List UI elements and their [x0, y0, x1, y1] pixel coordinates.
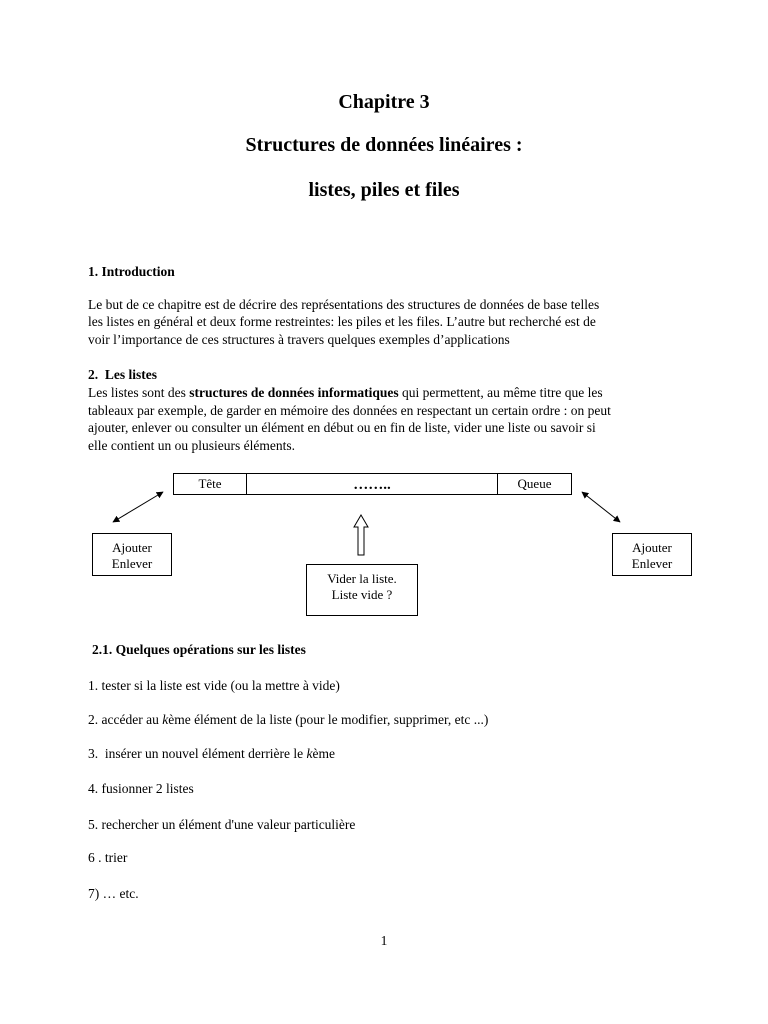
- left-box-line: Enlever: [111, 556, 153, 571]
- chapter-subtitle-2: listes, piles et files: [308, 179, 460, 201]
- operation-text: 3. insérer un nouvel élément derrière le: [88, 746, 307, 761]
- right-operation-box: [612, 533, 692, 576]
- operation-text: 4. fusionner 2 listes: [88, 781, 194, 796]
- listes-line-pre: Les listes sont des: [88, 385, 190, 400]
- operation-item: [88, 849, 127, 866]
- list-diagram-strip: [173, 473, 572, 495]
- left-operation-box: [92, 533, 172, 576]
- listes-heading: 2. Les listes: [88, 367, 157, 382]
- listes-line: elle contient un ou plusieurs éléments.: [88, 438, 295, 453]
- introduction-line: Le but de ce chapitre est de décrire des représentations des structures de données de base telles: [88, 297, 600, 312]
- operation-item: [88, 677, 340, 694]
- operation-text: ème élément de la liste (pour le modifier, supprimer, etc ...): [168, 712, 489, 727]
- operation-text: 6 . trier: [88, 850, 128, 865]
- center-box-line: Liste vide ?: [331, 587, 393, 602]
- operation-item: [88, 816, 355, 833]
- operation-italic-k: k: [306, 746, 313, 761]
- operation-text: ème: [312, 746, 336, 761]
- introduction-line: les listes en général et deux forme restreintes: les piles et les files. L’autre but recherché est de: [88, 314, 596, 329]
- operation-text: 2. accéder au: [88, 712, 163, 727]
- center-operation-box: [306, 564, 418, 616]
- operations-heading: 2.1. Quelques opérations sur les listes: [92, 642, 306, 657]
- center-box-line: Vider la liste.: [327, 571, 397, 586]
- operation-item: [88, 711, 488, 728]
- tail-cell: Queue: [497, 474, 571, 494]
- operation-text: 1. tester si la liste est vide (ou la mettre à vide): [88, 678, 340, 693]
- introduction-heading: 1. Introduction: [88, 264, 175, 279]
- operation-item: [88, 780, 194, 797]
- chapter-subtitle-1: Structures de données linéaires :: [245, 134, 523, 156]
- head-cell: Tête: [198, 476, 222, 491]
- left-box-line: Ajouter: [112, 540, 152, 555]
- chapter-title: Chapitre 3: [338, 91, 430, 113]
- operation-text: 7) … etc.: [88, 886, 139, 901]
- up-hollow-arrow: [354, 515, 368, 555]
- operation-item: [88, 745, 335, 762]
- left-double-arrow: [113, 492, 163, 522]
- listes-line-bold: structures de données informatiques: [189, 385, 399, 400]
- operation-italic-k: k: [162, 712, 169, 727]
- right-box-line: Ajouter: [632, 540, 672, 555]
- middle-cell: ……..: [246, 474, 497, 494]
- right-double-arrow: [582, 492, 620, 522]
- listes-line-post: qui permettent, au même titre que les: [398, 385, 603, 400]
- right-box-line: Enlever: [631, 556, 673, 571]
- listes-line: tableaux par exemple, de garder en mémoire des données en respectant un certain ordre : on peut: [88, 403, 611, 418]
- listes-line: ajouter, enlever ou consulter un élément en début ou en fin de liste, vider une liste ou savoir si: [88, 420, 596, 435]
- page-number: 1: [380, 933, 388, 948]
- introduction-line: voir l’importance de ces structures à travers quelques exemples d’applications: [88, 332, 510, 347]
- operation-text: 5. rechercher un élément d'une valeur particulière: [88, 817, 356, 832]
- listes-line: [88, 384, 603, 401]
- operation-item: [88, 885, 139, 902]
